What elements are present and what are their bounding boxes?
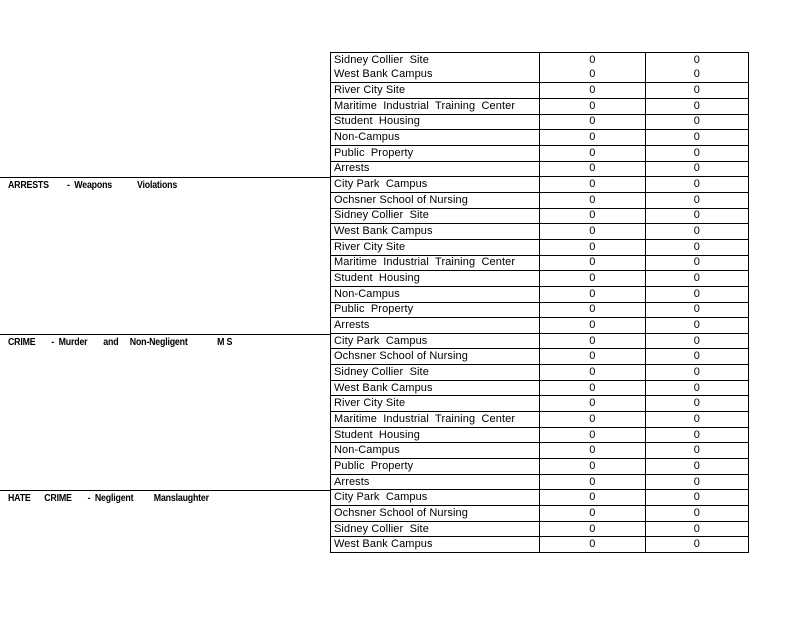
value-cell-1: 0: [539, 99, 645, 114]
location-cell: Student Housing: [334, 115, 420, 128]
category-section-line: [0, 177, 331, 178]
value-cell-2: 0: [645, 365, 749, 380]
location-cell: Ochsner School of Nursing: [334, 350, 468, 363]
value-cell-2: 0: [645, 349, 749, 364]
value-cell-1: 0: [539, 365, 645, 380]
value-cell-2: 0: [645, 68, 749, 83]
value-cell-2: 0: [645, 396, 749, 411]
table-row: [331, 395, 748, 411]
value-cell-1: 0: [539, 256, 645, 271]
value-cell-2: 0: [645, 412, 749, 427]
location-cell: City Park Campus: [334, 178, 428, 191]
table-row: [331, 53, 748, 68]
table-row: [331, 68, 748, 83]
location-cell: Sidney Collier Site: [334, 209, 429, 222]
table-row: [331, 255, 748, 271]
table-row: [331, 348, 748, 364]
table-row: [331, 411, 748, 427]
value-cell-2: 0: [645, 522, 749, 537]
value-cell-2: 0: [645, 537, 749, 552]
table-row: [331, 114, 748, 130]
value-cell-2: 0: [645, 146, 749, 161]
value-cell-1: 0: [539, 68, 645, 83]
table-row: [331, 364, 748, 380]
value-cell-2: 0: [645, 99, 749, 114]
location-cell: Ochsner School of Nursing: [334, 193, 468, 206]
location-cell: City Park Campus: [334, 334, 428, 347]
value-cell-1: 0: [539, 381, 645, 396]
table-row: [331, 161, 748, 177]
value-cell-1: 0: [539, 224, 645, 239]
value-cell-2: 0: [645, 506, 749, 521]
value-cell-2: 0: [645, 490, 749, 505]
value-cell-1: 0: [539, 287, 645, 302]
location-cell: Arrests: [334, 318, 370, 331]
value-cell-1: 0: [539, 303, 645, 318]
value-cell-2: 0: [645, 459, 749, 474]
table-row: [331, 239, 748, 255]
location-cell: River City Site: [334, 240, 406, 253]
value-cell-1: 0: [539, 177, 645, 192]
table-row: [331, 145, 748, 161]
value-cell-1: 0: [539, 209, 645, 224]
location-cell: Maritime Industrial Training Center: [334, 256, 516, 269]
location-cell: Student Housing: [334, 428, 420, 441]
table-row: [331, 427, 748, 443]
location-cell: Non-Campus: [334, 287, 400, 300]
value-cell-2: 0: [645, 240, 749, 255]
value-cell-2: 0: [645, 115, 749, 130]
location-cell: Arrests: [334, 475, 370, 488]
table-row: [331, 317, 748, 333]
value-cell-2: 0: [645, 177, 749, 192]
value-cell-2: 0: [645, 318, 749, 333]
value-cell-2: 0: [645, 209, 749, 224]
value-cell-2: 0: [645, 130, 749, 145]
value-cell-1: 0: [539, 193, 645, 208]
crime-stats-table: [330, 52, 749, 553]
location-cell: Student Housing: [334, 272, 420, 285]
table-row: [331, 82, 748, 98]
location-cell: River City Site: [334, 84, 406, 97]
value-cell-1: 0: [539, 53, 645, 68]
category-section-line: [0, 490, 331, 491]
table-row: [331, 521, 748, 537]
value-cell-2: 0: [645, 271, 749, 286]
location-cell: Public Property: [334, 459, 414, 472]
location-cell: River City Site: [334, 397, 406, 410]
table-row: [331, 489, 748, 505]
value-cell-2: 0: [645, 334, 749, 349]
table-row: [331, 270, 748, 286]
value-cell-2: 0: [645, 303, 749, 318]
value-cell-1: 0: [539, 83, 645, 98]
table-row: [331, 208, 748, 224]
value-cell-2: 0: [645, 381, 749, 396]
location-cell: Maritime Industrial Training Center: [334, 99, 516, 112]
table-row: [331, 98, 748, 114]
table-row: [331, 302, 748, 318]
location-cell: West Bank Campus: [334, 225, 433, 238]
value-cell-2: 0: [645, 475, 749, 490]
location-cell: Sidney Collier Site: [334, 53, 429, 66]
value-cell-1: 0: [539, 428, 645, 443]
value-cell-1: 0: [539, 490, 645, 505]
value-cell-1: 0: [539, 412, 645, 427]
location-cell: West Bank Campus: [334, 538, 433, 551]
value-cell-2: 0: [645, 428, 749, 443]
location-cell: Public Property: [334, 146, 414, 159]
table-row: [331, 505, 748, 521]
location-cell: Sidney Collier Site: [334, 522, 429, 535]
value-cell-2: 0: [645, 224, 749, 239]
table-row: [331, 442, 748, 458]
value-cell-1: 0: [539, 443, 645, 458]
location-cell: City Park Campus: [334, 491, 428, 504]
table-row: [331, 458, 748, 474]
value-cell-1: 0: [539, 506, 645, 521]
value-cell-1: 0: [539, 537, 645, 552]
value-cell-1: 0: [539, 162, 645, 177]
table-row: [331, 333, 748, 349]
location-cell: Public Property: [334, 303, 414, 316]
value-cell-2: 0: [645, 287, 749, 302]
value-cell-1: 0: [539, 240, 645, 255]
table-row: [331, 192, 748, 208]
value-cell-2: 0: [645, 162, 749, 177]
table-row: [331, 286, 748, 302]
value-cell-1: 0: [539, 334, 645, 349]
table-row: [331, 536, 748, 552]
table-row: [331, 380, 748, 396]
value-cell-2: 0: [645, 83, 749, 98]
location-cell: Sidney Collier Site: [334, 365, 429, 378]
value-cell-1: 0: [539, 459, 645, 474]
value-cell-2: 0: [645, 193, 749, 208]
category-label: CRIME - Murder and Non-Negligent M S: [8, 337, 233, 348]
value-cell-1: 0: [539, 271, 645, 286]
location-cell: West Bank Campus: [334, 381, 433, 394]
location-cell: Non-Campus: [334, 131, 400, 144]
value-cell-1: 0: [539, 115, 645, 130]
value-cell-1: 0: [539, 475, 645, 490]
location-cell: Non-Campus: [334, 444, 400, 457]
value-cell-1: 0: [539, 130, 645, 145]
category-section-line: [0, 334, 331, 335]
value-cell-1: 0: [539, 522, 645, 537]
value-cell-2: 0: [645, 53, 749, 68]
value-cell-1: 0: [539, 146, 645, 161]
location-cell: West Bank Campus: [334, 68, 433, 81]
value-cell-2: 0: [645, 256, 749, 271]
category-label: HATE CRIME - Negligent Manslaughter: [8, 493, 209, 504]
value-cell-2: 0: [645, 443, 749, 458]
value-cell-1: 0: [539, 349, 645, 364]
value-cell-1: 0: [539, 318, 645, 333]
table-row: [331, 176, 748, 192]
value-cell-1: 0: [539, 396, 645, 411]
table-row: [331, 474, 748, 490]
table-row: [331, 129, 748, 145]
location-cell: Ochsner School of Nursing: [334, 506, 468, 519]
location-cell: Arrests: [334, 162, 370, 175]
table-row: [331, 223, 748, 239]
category-label: ARRESTS - Weapons Violations: [8, 180, 178, 191]
location-cell: Maritime Industrial Training Center: [334, 412, 516, 425]
